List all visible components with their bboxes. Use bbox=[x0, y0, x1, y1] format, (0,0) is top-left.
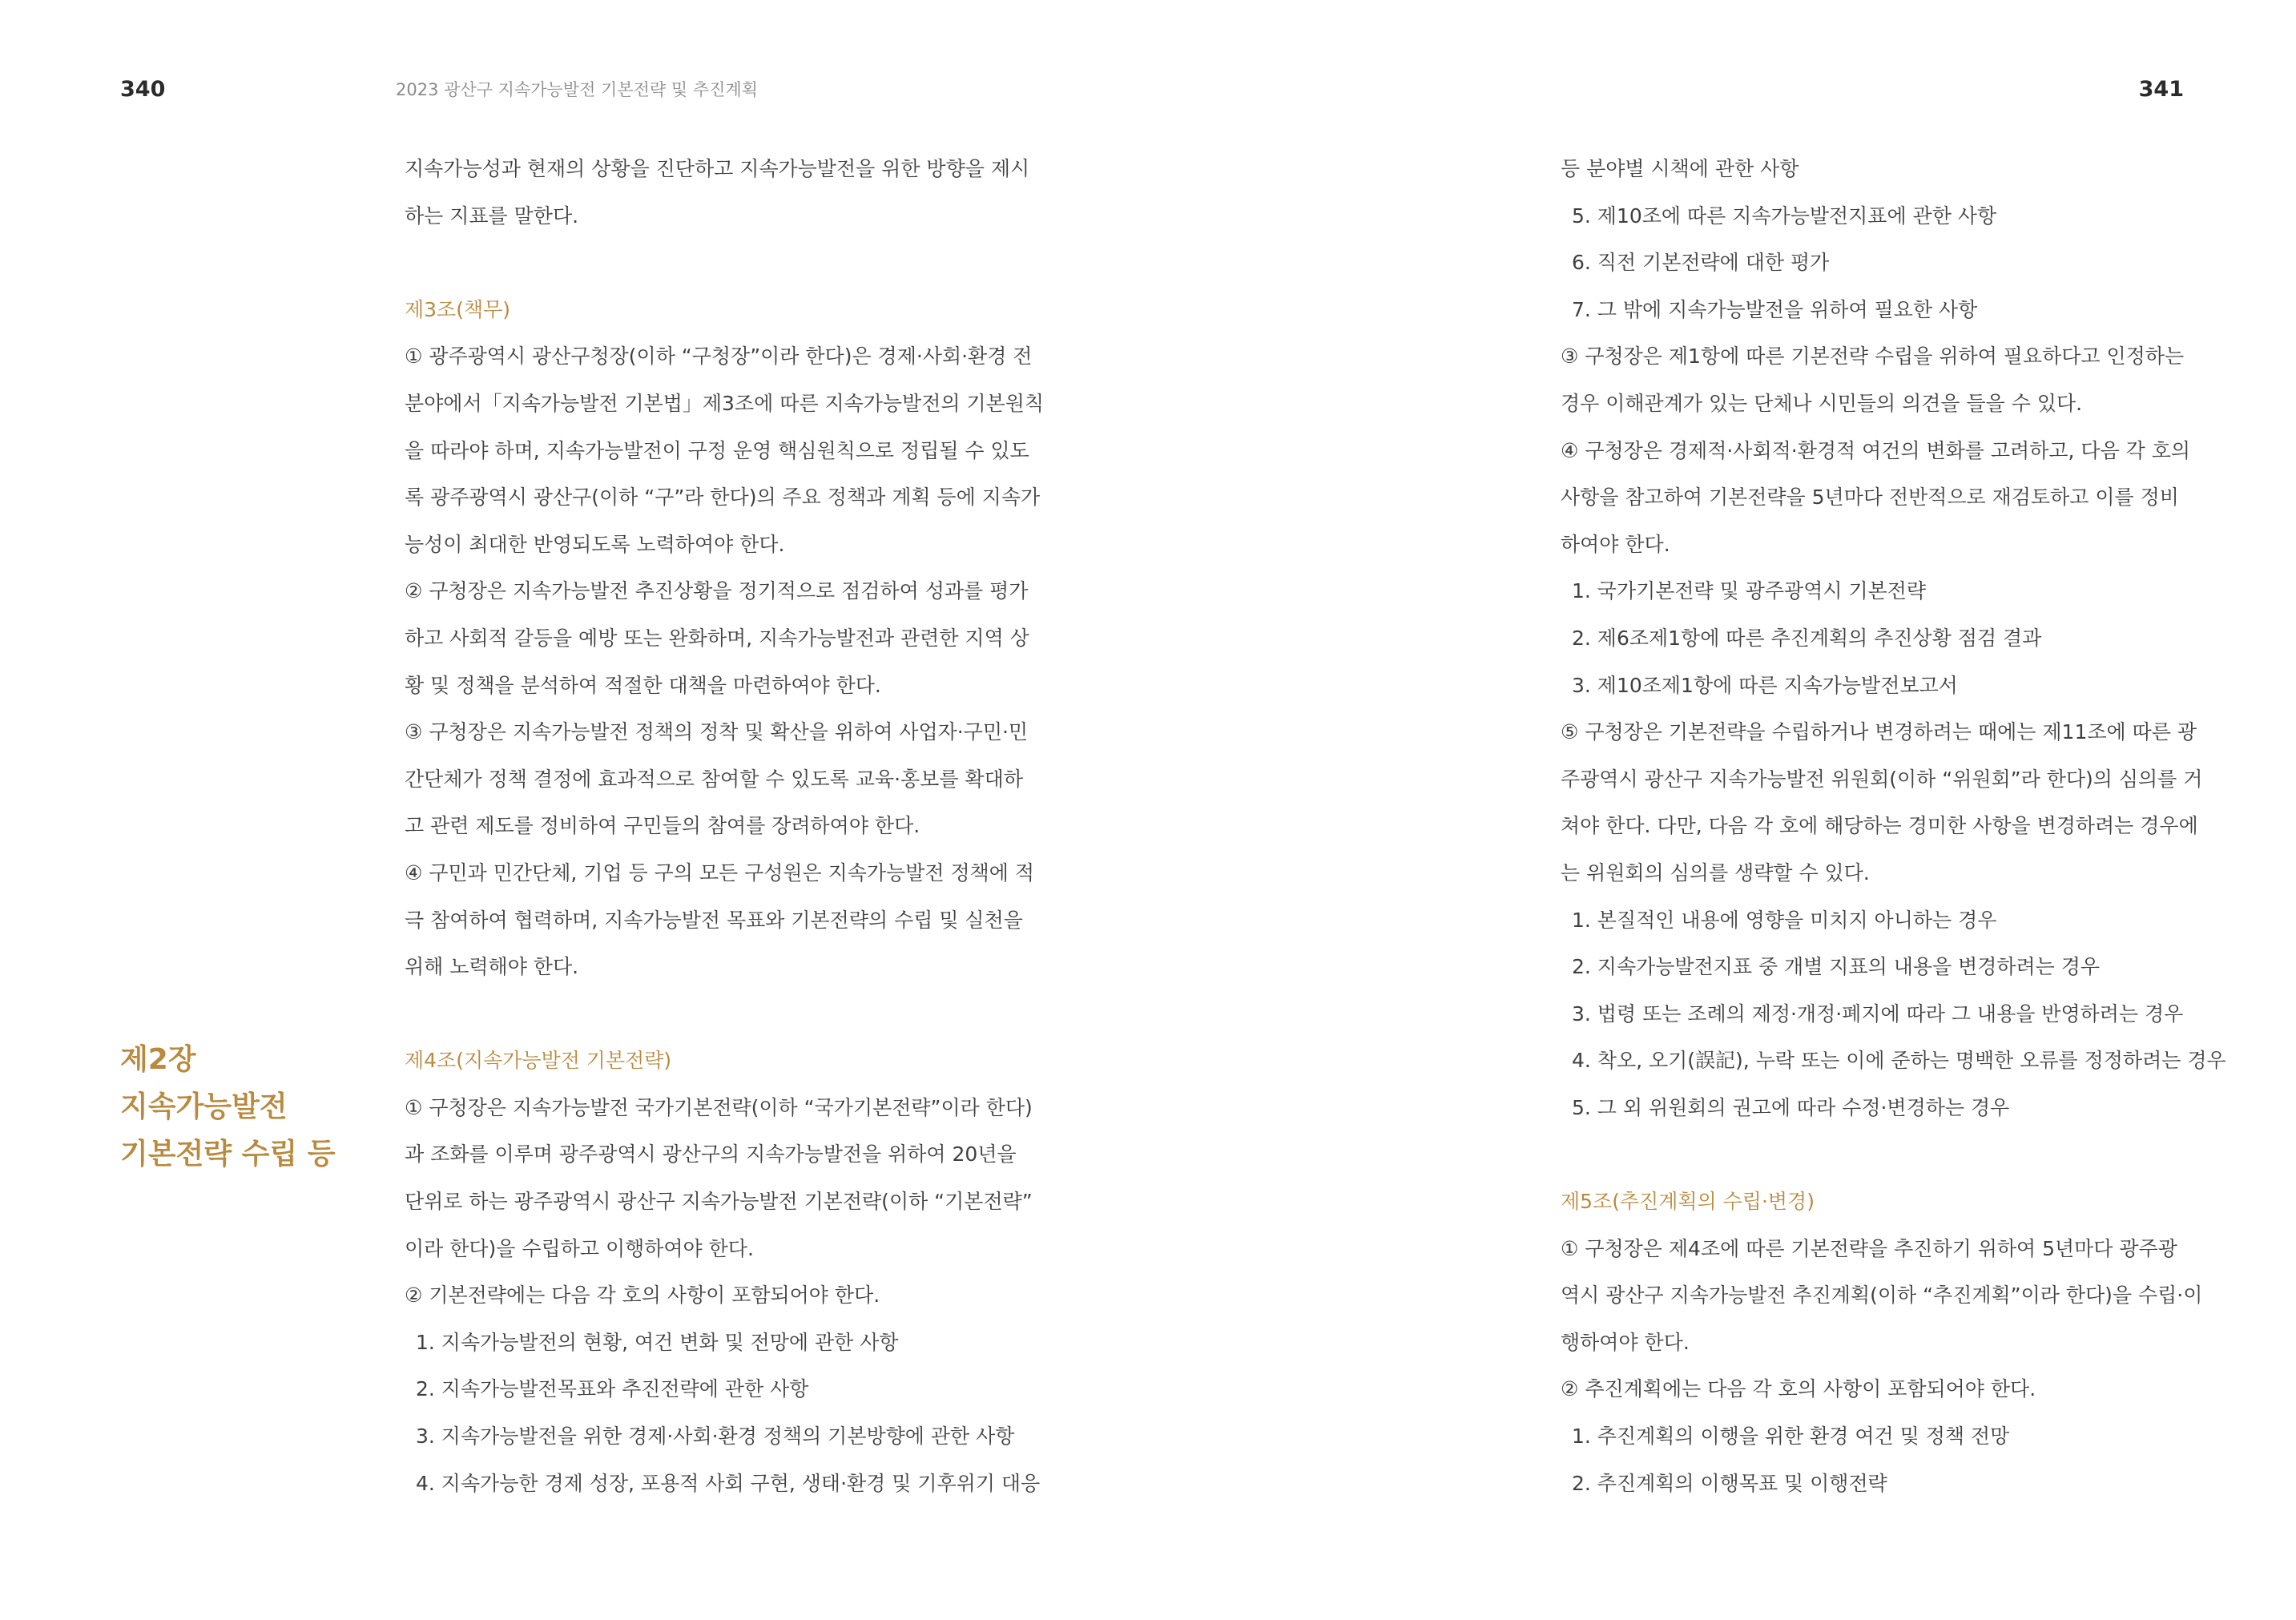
paragraph-line: ① 광주광역시 광산구청장(이하 “구청장”이라 한다)은 경제·사회·환경 전 bbox=[405, 345, 1033, 369]
list-item: 4. 지속가능한 경제 성장, 포용적 사회 구현, 생태·환경 및 기후위기 대응 bbox=[416, 1471, 1041, 1495]
list-item: 3. 법령 또는 조례의 제정·개정·폐지에 따라 그 내용을 반영하려는 경우 bbox=[1572, 1001, 2184, 1026]
paragraph-line: 행하여야 한다. bbox=[1561, 1330, 1690, 1354]
paragraph-line: ① 구청장은 제4조에 따른 기본전략을 추진하기 위하여 5년마다 광주광 bbox=[1561, 1236, 2177, 1260]
list-item: 7. 그 밖에 지속가능발전을 위하여 필요한 사항 bbox=[1572, 297, 1978, 321]
list-item: 5. 그 외 위원회의 권고에 따라 수정·변경하는 경우 bbox=[1572, 1095, 2010, 1119]
chapter-heading bbox=[120, 1036, 336, 1178]
paragraph-line: ② 추진계획에는 다음 각 호의 사항이 포함되어야 한다. bbox=[1561, 1377, 2036, 1401]
paragraph-line: ④ 구청장은 경제적·사회적·환경적 여건의 변화를 고려하고, 다음 각 호의 bbox=[1561, 438, 2191, 462]
paragraph-line: 황 및 정책을 분석하여 적절한 대책을 마련하여야 한다. bbox=[405, 673, 881, 697]
left-page-body bbox=[405, 146, 1045, 1507]
paragraph-line: 역시 광산구 지속가능발전 추진계획(이하 “추진계획”이라 한다)을 수립·이 bbox=[1561, 1284, 2203, 1308]
paragraph-line: 분야에서「지속가능발전 기본법」제3조에 따른 지속가능발전의 기본원칙 bbox=[405, 391, 1045, 415]
list-item: 3. 제10조제1항에 따른 지속가능발전보고서 bbox=[1572, 673, 1958, 697]
paragraph-line: 지속가능성과 현재의 상황을 진단하고 지속가능발전을 위한 방향을 제시 bbox=[405, 157, 1030, 180]
page-number-left: 340 bbox=[120, 77, 166, 102]
paragraph-line: ③ 구청장은 지속가능발전 정책의 정착 및 확산을 위하여 사업자·구민·민 bbox=[405, 720, 1029, 744]
paragraph-line: 능성이 최대한 반영되도록 노력하여야 한다. bbox=[405, 532, 785, 556]
paragraph-line: 위해 노력해야 한다. bbox=[405, 955, 579, 979]
spacer bbox=[405, 991, 1029, 1038]
paragraph-line: 간단체가 정책 결정에 효과적으로 참여할 수 있도록 교육·홍보를 확대하 bbox=[405, 767, 1023, 791]
paragraph-line: 고 관련 제도를 정비하여 구민들의 참여를 장려하여야 한다. bbox=[405, 814, 920, 838]
list-item: 1. 국가기본전략 및 광주광역시 기본전략 bbox=[1572, 579, 1927, 603]
article-5-title: 제5조(추진계획의 수립·변경) bbox=[1561, 1190, 1815, 1214]
list-item: 1. 본질적인 내용에 영향을 미치지 아니하는 경우 bbox=[1572, 908, 1997, 932]
paragraph-line: 사항을 참고하여 기본전략을 5년마다 전반적으로 재검토하고 이를 정비 bbox=[1561, 486, 2179, 510]
paragraph-line: ④ 구민과 민간단체, 기업 등 구의 모든 구성원은 지속가능발전 정책에 적 bbox=[405, 860, 1035, 885]
paragraph-line: 하여야 한다. bbox=[1561, 532, 1670, 556]
paragraph-line: 는 위원회의 심의를 생략할 수 있다. bbox=[1561, 860, 1870, 885]
list-item: 2. 지속가능발전지표 중 개별 지표의 내용을 변경하려는 경우 bbox=[1572, 955, 2101, 979]
paragraph-line: 주광역시 광산구 지속가능발전 위원회(이하 “위원회”라 한다)의 심의를 거 bbox=[1561, 767, 2203, 791]
paragraph-line: ② 기본전략에는 다음 각 호의 사항이 포함되어야 한다. bbox=[405, 1284, 880, 1308]
paragraph-line: 이라 한다)을 수립하고 이행하여야 한다. bbox=[405, 1236, 754, 1260]
right-page-body bbox=[1561, 146, 2226, 1507]
list-item: 6. 직전 기본전략에 대한 평가 bbox=[1572, 251, 1830, 275]
chapter-number: 제2장 bbox=[120, 1043, 196, 1076]
paragraph-line: ① 구청장은 지속가능발전 국가기본전략(이하 “국가기본전략”이라 한다) bbox=[405, 1095, 1033, 1119]
paragraph-line: 록 광주광역시 광산구(이하 “구”라 한다)의 주요 정책과 계획 등에 지속가 bbox=[405, 486, 1041, 510]
list-item: 2. 추진계획의 이행목표 및 이행전략 bbox=[1572, 1471, 1887, 1495]
page-number-right: 341 bbox=[2138, 77, 2184, 102]
list-item: 3. 지속가능발전을 위한 경제·사회·환경 정책의 기본방향에 관한 사항 bbox=[416, 1425, 1015, 1449]
paragraph-line: 등 분야별 시책에 관한 사항 bbox=[1561, 157, 1799, 180]
article-4-title: 제4조(지속가능발전 기본전략) bbox=[405, 1049, 672, 1073]
paragraph-line: ③ 구청장은 제1항에 따른 기본전략 수립을 위하여 필요하다고 인정하는 bbox=[1561, 345, 2185, 369]
running-header: 2023 광산구 지속가능발전 기본전략 및 추진계획 bbox=[396, 80, 758, 99]
paragraph-line: 단위로 하는 광주광역시 광산구 지속가능발전 기본전략(이하 “기본전략” bbox=[405, 1190, 1033, 1214]
paragraph-line: 을 따라야 하며, 지속가능발전이 구정 운영 핵심원칙으로 정립될 수 있도 bbox=[405, 438, 1029, 462]
chapter-title-line-1: 지속가능발전 bbox=[120, 1090, 288, 1123]
paragraph-line: ⑤ 구청장은 기본전략을 수립하거나 변경하려는 때에는 제11조에 따른 광 bbox=[1561, 720, 2197, 744]
paragraph-line: 극 참여하여 협력하며, 지속가능발전 목표와 기본전략의 수립 및 실천을 bbox=[405, 908, 1023, 932]
paragraph-line: 경우 이해관계가 있는 단체나 시민들의 의견을 들을 수 있다. bbox=[1561, 391, 2083, 415]
list-item: 2. 제6조제1항에 따른 추진계획의 추진상황 점검 결과 bbox=[1572, 626, 2042, 650]
article-3-title: 제3조(책무) bbox=[405, 297, 511, 321]
list-item: 1. 추진계획의 이행을 위한 환경 여건 및 정책 전망 bbox=[1572, 1425, 2010, 1449]
chapter-title-line-2: 기본전략 수립 등 bbox=[120, 1138, 336, 1171]
paragraph-line: 과 조화를 이루며 광주광역시 광산구의 지속가능발전을 위하여 20년을 bbox=[405, 1142, 1017, 1167]
list-item: 4. 착오, 오기(誤記), 누락 또는 이에 준하는 명백한 오류를 정정하려는 경우 bbox=[1572, 1049, 2226, 1073]
spacer bbox=[1561, 1131, 2185, 1179]
list-item: 2. 지속가능발전목표와 추진전략에 관한 사항 bbox=[416, 1377, 809, 1401]
paragraph-line: 하고 사회적 갈등을 예방 또는 완화하며, 지속가능발전과 관련한 지역 상 bbox=[405, 626, 1029, 650]
paragraph-line: 하는 지표를 말한다. bbox=[405, 204, 579, 228]
list-item: 5. 제10조에 따른 지속가능발전지표에 관한 사항 bbox=[1572, 204, 1997, 228]
paragraph-line: ② 구청장은 지속가능발전 추진상황을 정기적으로 점검하여 성과를 평가 bbox=[405, 579, 1029, 603]
paragraph-line: 쳐야 한다. 다만, 다음 각 호에 해당하는 경미한 사항을 변경하려는 경우에 bbox=[1561, 814, 2198, 838]
spacer bbox=[405, 240, 1029, 287]
list-item: 1. 지속가능발전의 현황, 여건 변화 및 전망에 관한 사항 bbox=[416, 1330, 899, 1354]
